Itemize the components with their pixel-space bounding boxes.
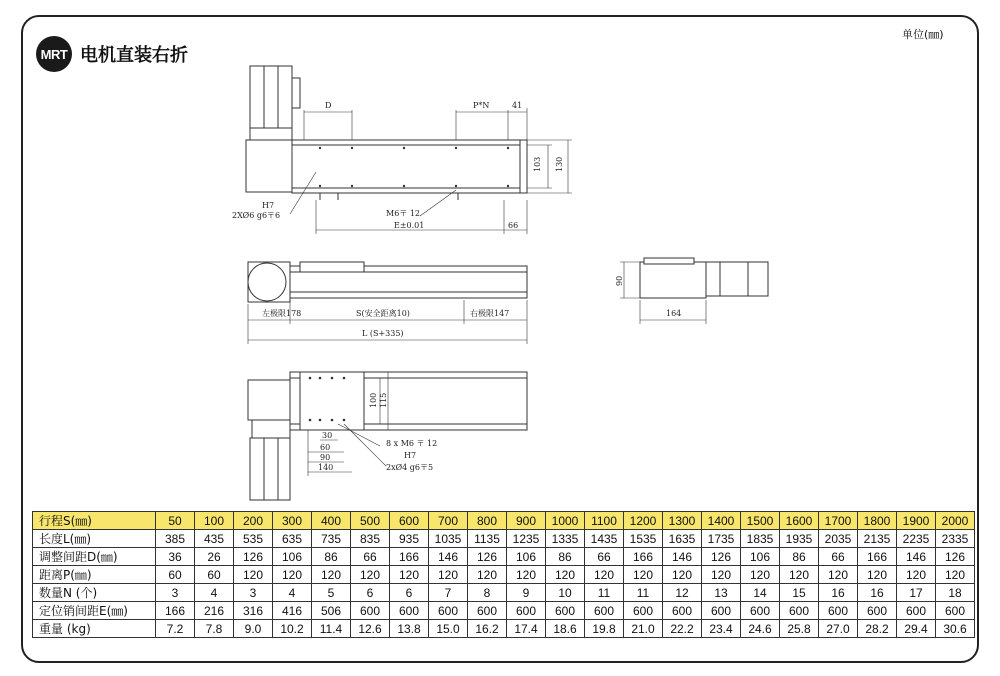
table-cell: 600 xyxy=(429,602,468,620)
table-cell: 7 xyxy=(429,584,468,602)
row-label: 行程S(㎜) xyxy=(33,512,156,530)
table-cell: 600 xyxy=(546,602,585,620)
table-cell: 1100 xyxy=(585,512,624,530)
table-cell: 500 xyxy=(351,512,390,530)
table-cell: 13.8 xyxy=(390,620,429,638)
dim-carriage-115: 115 xyxy=(379,392,388,408)
table-cell: 600 xyxy=(936,602,975,620)
brand-logo: MRT xyxy=(36,36,72,72)
table-cell: 1735 xyxy=(702,530,741,548)
table-cell: 60 xyxy=(156,566,195,584)
table-cell: 3 xyxy=(156,584,195,602)
table-cell: 30.6 xyxy=(936,620,975,638)
table-cell: 600 xyxy=(624,602,663,620)
table-cell: 1335 xyxy=(546,530,585,548)
carriage-h7-label: H7 xyxy=(404,451,417,460)
table-cell: 120 xyxy=(585,566,624,584)
dim-length: L (S+335) xyxy=(362,329,404,338)
table-cell: 66 xyxy=(585,548,624,566)
table-cell: 385 xyxy=(156,530,195,548)
table-cell: 4 xyxy=(273,584,312,602)
table-cell: 100 xyxy=(195,512,234,530)
table-cell: 835 xyxy=(351,530,390,548)
coupling-housing xyxy=(246,140,292,192)
table-header-row xyxy=(33,512,975,530)
table-cell: 1700 xyxy=(819,512,858,530)
table-cell: 29.4 xyxy=(897,620,936,638)
dim-103: 103 xyxy=(533,156,542,172)
table-cell: 16 xyxy=(819,584,858,602)
table-cell: 120 xyxy=(390,566,429,584)
table-cell: 24.6 xyxy=(741,620,780,638)
table-cell: 600 xyxy=(819,602,858,620)
side-carriage xyxy=(300,262,364,272)
table-cell: 66 xyxy=(351,548,390,566)
table-cell: 21.0 xyxy=(624,620,663,638)
table-cell: 735 xyxy=(312,530,351,548)
table-cell: 9.0 xyxy=(234,620,273,638)
table-cell: 1200 xyxy=(624,512,663,530)
table-cell: 7.8 xyxy=(195,620,234,638)
table-cell: 120 xyxy=(312,566,351,584)
carriage-motor xyxy=(250,438,290,500)
table-cell: 25.8 xyxy=(780,620,819,638)
table-cell: 1935 xyxy=(780,530,819,548)
table-cell: 1235 xyxy=(507,530,546,548)
table-cell: 800 xyxy=(468,512,507,530)
table-cell: 106 xyxy=(741,548,780,566)
table-cell: 12 xyxy=(663,584,702,602)
table-cell: 120 xyxy=(858,566,897,584)
table-cell: 900 xyxy=(507,512,546,530)
table-cell: 316 xyxy=(234,602,273,620)
table-row xyxy=(33,530,975,548)
top-m6-label: M6〒 12 xyxy=(386,209,421,218)
table-cell: 86 xyxy=(780,548,819,566)
table-cell: 120 xyxy=(507,566,546,584)
table-cell: 6 xyxy=(351,584,390,602)
dim-left-limit: 左极限178 xyxy=(262,309,302,318)
table-cell: 106 xyxy=(273,548,312,566)
table-cell: 120 xyxy=(819,566,858,584)
table-cell: 120 xyxy=(741,566,780,584)
table-cell: 36 xyxy=(156,548,195,566)
end-view xyxy=(620,258,768,324)
carriage-m6-label: 8 x M6 〒 12 xyxy=(386,439,438,448)
table-cell: 120 xyxy=(468,566,507,584)
table-cell: 416 xyxy=(273,602,312,620)
table-cell: 28.2 xyxy=(858,620,897,638)
top-pin-label: 2XØ6 g6〒6 xyxy=(232,211,281,220)
table-cell: 11 xyxy=(585,584,624,602)
table-cell: 600 xyxy=(858,602,897,620)
table-cell: 1435 xyxy=(585,530,624,548)
table-cell: 120 xyxy=(897,566,936,584)
carriage-view xyxy=(248,372,527,500)
dim-130: 130 xyxy=(555,156,564,172)
table-cell: 1835 xyxy=(741,530,780,548)
table-cell: 19.8 xyxy=(585,620,624,638)
table-cell: 1300 xyxy=(663,512,702,530)
table-cell: 16 xyxy=(858,584,897,602)
dim-end-164: 164 xyxy=(666,309,682,318)
table-cell: 26 xyxy=(195,548,234,566)
table-cell: 15 xyxy=(780,584,819,602)
row-label: 长度L(㎜) xyxy=(33,530,156,548)
table-cell: 600 xyxy=(507,602,546,620)
table-cell: 2235 xyxy=(897,530,936,548)
dim-stroke: S(安全距离10) xyxy=(356,309,410,318)
table-cell: 18.6 xyxy=(546,620,585,638)
table-cell: 1535 xyxy=(624,530,663,548)
table-cell: 10.2 xyxy=(273,620,312,638)
table-row xyxy=(33,566,975,584)
table-cell: 435 xyxy=(195,530,234,548)
dim-66: 66 xyxy=(508,221,519,230)
table-cell: 3 xyxy=(234,584,273,602)
table-cell: 126 xyxy=(702,548,741,566)
table-cell: 600 xyxy=(780,602,819,620)
table-cell: 9 xyxy=(507,584,546,602)
table-cell: 17 xyxy=(897,584,936,602)
dim-end-90: 90 xyxy=(615,275,624,286)
table-cell: 23.4 xyxy=(702,620,741,638)
table-cell: 166 xyxy=(156,602,195,620)
table-cell: 11.4 xyxy=(312,620,351,638)
dim-e: E±0.01 xyxy=(394,221,425,230)
table-cell: 1400 xyxy=(702,512,741,530)
table-cell: 120 xyxy=(351,566,390,584)
table-cell: 400 xyxy=(312,512,351,530)
table-cell: 146 xyxy=(897,548,936,566)
table-cell: 120 xyxy=(780,566,819,584)
table-cell: 600 xyxy=(741,602,780,620)
table-cell: 2335 xyxy=(936,530,975,548)
table-cell: 120 xyxy=(663,566,702,584)
table-cell: 126 xyxy=(468,548,507,566)
table-cell: 4 xyxy=(195,584,234,602)
table-row xyxy=(33,584,975,602)
table-cell: 2135 xyxy=(858,530,897,548)
dim-41: 41 xyxy=(512,101,523,110)
table-cell: 86 xyxy=(546,548,585,566)
table-cell: 600 xyxy=(390,602,429,620)
table-cell: 66 xyxy=(819,548,858,566)
table-cell: 86 xyxy=(312,548,351,566)
table-cell: 216 xyxy=(195,602,234,620)
table-cell: 15.0 xyxy=(429,620,468,638)
table-cell: 16.2 xyxy=(468,620,507,638)
table-cell: 6 xyxy=(390,584,429,602)
table-row xyxy=(33,620,975,638)
row-label: 调整间距D(㎜) xyxy=(33,548,156,566)
dim-carriage-140: 140 xyxy=(318,463,334,472)
table-cell: 17.4 xyxy=(507,620,546,638)
table-cell: 935 xyxy=(390,530,429,548)
table-cell: 106 xyxy=(507,548,546,566)
row-label: 数量N (个) xyxy=(33,584,156,602)
page-title: 电机直装右折 xyxy=(80,45,188,66)
table-cell: 1900 xyxy=(897,512,936,530)
top-h7-label: H7 xyxy=(262,201,275,210)
table-cell: 166 xyxy=(624,548,663,566)
table-cell: 120 xyxy=(546,566,585,584)
spec-table xyxy=(32,511,975,638)
rail-body xyxy=(292,140,520,193)
table-cell: 27.0 xyxy=(819,620,858,638)
row-label: 重量 (kg) xyxy=(33,620,156,638)
table-cell: 2035 xyxy=(819,530,858,548)
table-cell: 7.2 xyxy=(156,620,195,638)
table-cell: 166 xyxy=(390,548,429,566)
end-motor xyxy=(706,262,768,296)
table-cell: 1500 xyxy=(741,512,780,530)
table-cell: 700 xyxy=(429,512,468,530)
unit-label: 单位(㎜) xyxy=(902,28,944,41)
table-cell: 535 xyxy=(234,530,273,548)
table-cell: 13 xyxy=(702,584,741,602)
motor-body xyxy=(250,66,292,128)
table-cell: 18 xyxy=(936,584,975,602)
table-cell: 1135 xyxy=(468,530,507,548)
table-cell: 300 xyxy=(273,512,312,530)
table-cell: 10 xyxy=(546,584,585,602)
dim-carriage-90: 90 xyxy=(320,453,331,462)
table-cell: 600 xyxy=(897,602,936,620)
table-cell: 120 xyxy=(234,566,273,584)
dim-right-limit: 右极限147 xyxy=(470,309,510,318)
table-cell: 600 xyxy=(663,602,702,620)
table-cell: 1635 xyxy=(663,530,702,548)
dim-carriage-30: 30 xyxy=(322,431,333,440)
table-cell: 635 xyxy=(273,530,312,548)
table-cell: 126 xyxy=(936,548,975,566)
table-cell: 14 xyxy=(741,584,780,602)
dim-carriage-100: 100 xyxy=(369,392,378,408)
table-cell: 120 xyxy=(273,566,312,584)
table-cell: 11 xyxy=(624,584,663,602)
table-cell: 1800 xyxy=(858,512,897,530)
table-cell: 600 xyxy=(468,602,507,620)
table-cell: 200 xyxy=(234,512,273,530)
table-cell: 146 xyxy=(429,548,468,566)
table-cell: 50 xyxy=(156,512,195,530)
table-cell: 1600 xyxy=(780,512,819,530)
table-cell: 146 xyxy=(663,548,702,566)
table-cell: 600 xyxy=(585,602,624,620)
table-cell: 1000 xyxy=(546,512,585,530)
table-cell: 600 xyxy=(702,602,741,620)
table-cell: 506 xyxy=(312,602,351,620)
table-cell: 126 xyxy=(234,548,273,566)
table-row xyxy=(33,602,975,620)
table-cell: 166 xyxy=(858,548,897,566)
carriage-pin-label: 2xØ4 g6〒5 xyxy=(386,463,434,472)
row-label: 定位销间距E(㎜) xyxy=(33,602,156,620)
table-cell: 600 xyxy=(390,512,429,530)
table-cell: 22.2 xyxy=(663,620,702,638)
table-cell: 2000 xyxy=(936,512,975,530)
dim-d: D xyxy=(325,101,332,110)
dim-carriage-60: 60 xyxy=(320,443,331,452)
dim-pn: P*N xyxy=(473,101,490,110)
row-label: 距离P(㎜) xyxy=(33,566,156,584)
table-cell: 600 xyxy=(351,602,390,620)
table-cell: 1035 xyxy=(429,530,468,548)
table-cell: 12.6 xyxy=(351,620,390,638)
table-cell: 8 xyxy=(468,584,507,602)
table-cell: 120 xyxy=(702,566,741,584)
table-cell: 120 xyxy=(624,566,663,584)
table-cell: 5 xyxy=(312,584,351,602)
table-cell: 120 xyxy=(429,566,468,584)
table-row xyxy=(33,548,975,566)
table-cell: 60 xyxy=(195,566,234,584)
table-cell: 120 xyxy=(936,566,975,584)
